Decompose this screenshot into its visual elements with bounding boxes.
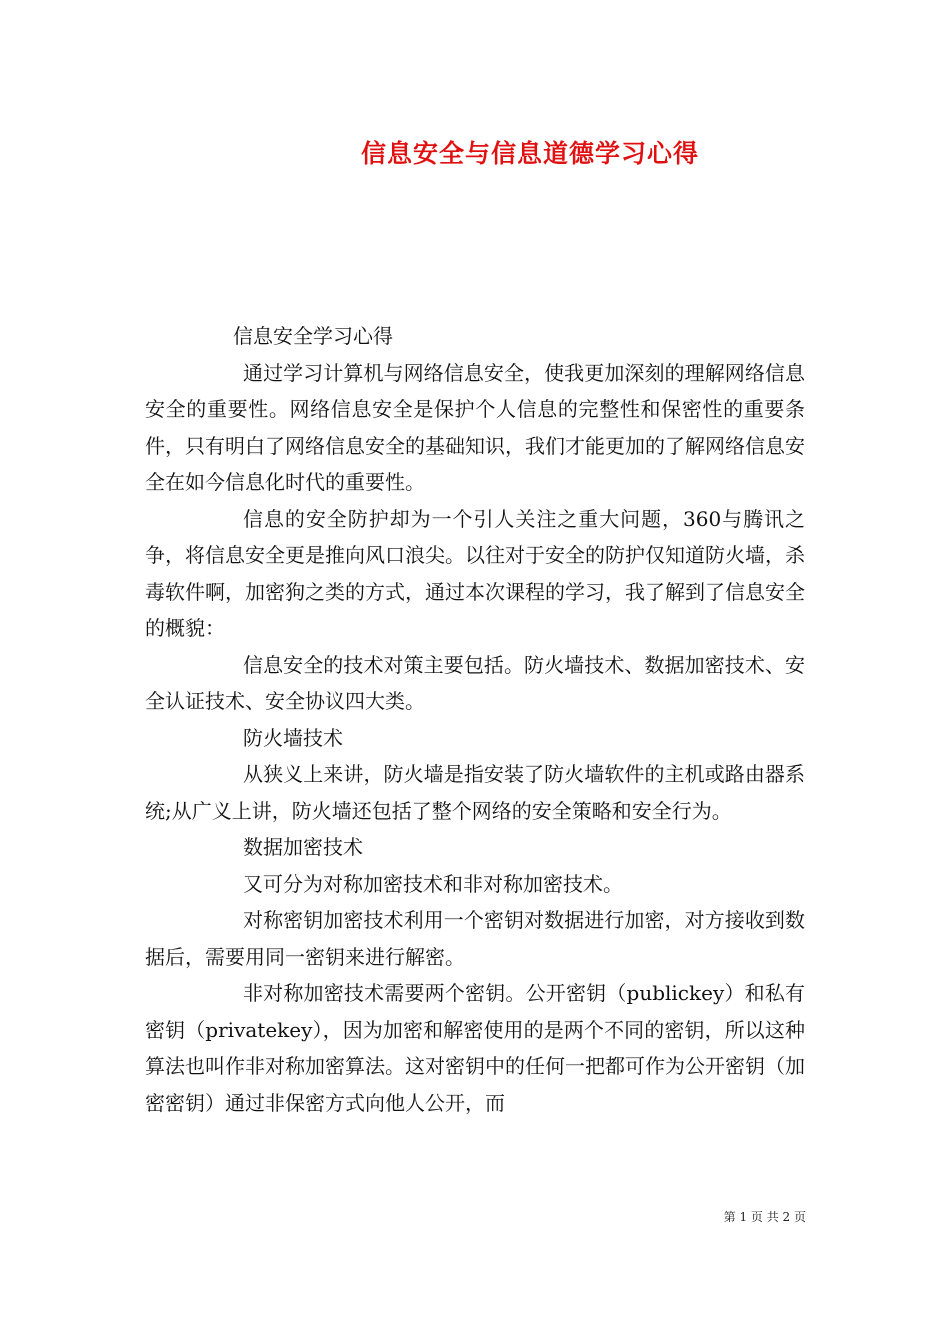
paragraph: 信息的安全防护却为一个引人关注之重大问题，360与腾讯之争，将信息安全更是推向风口浪尖。以往对于安全的防护仅知道防火墙，杀毒软件啊，加密狗之类的方式，通过本次课程的学习，我了解到了信息安全的概貌： — [145, 506, 805, 640]
paragraph: 非对称加密技术需要两个密钥。公开密钥（publickey）和私有密钥（privatekey），因为加密和解密使用的是两个不同的密钥，所以这种算法也叫作非对称加密算法。这对密钥中的任何一把都可作为公开密钥（加密密钥）通过非保密方式向他人公开，而 — [145, 981, 805, 1115]
document-title: 信息安全与信息道德学习心得 — [360, 139, 699, 168]
paragraph: 通过学习计算机与网络信息安全，使我更加深刻的理解网络信息安全的重要性。网络信息安全是保护个人信息的完整性和保密性的重要条件，只有明白了网络信息安全的基础知识，我们才能更加的了解网络信息安全在如今信息化时代的重要性。 — [145, 360, 805, 494]
section-heading: 信息安全学习心得 — [233, 324, 393, 348]
subheading-firewall: 防火墙技术 — [243, 725, 343, 750]
paragraph: 又可分为对称加密技术和非对称加密技术。 — [243, 871, 623, 896]
paragraph: 从狭义上来讲，防火墙是指安装了防火墙软件的主机或路由器系统;从广义上讲，防火墙还包括了整个网络的安全策略和安全行为。 — [145, 762, 805, 823]
paragraph: 信息安全的技术对策主要包括。防火墙技术、数据加密技术、安全认证技术、安全协议四大类。 — [145, 652, 805, 713]
subheading-encryption: 数据加密技术 — [243, 835, 363, 859]
document-body — [145, 318, 805, 1121]
page-number: 第 1 页 共 2 页 — [723, 1210, 806, 1224]
paragraph: 对称密钥加密技术利用一个密钥对数据进行加密，对方接收到数据后，需要用同一密钥来进行解密。 — [145, 908, 805, 969]
